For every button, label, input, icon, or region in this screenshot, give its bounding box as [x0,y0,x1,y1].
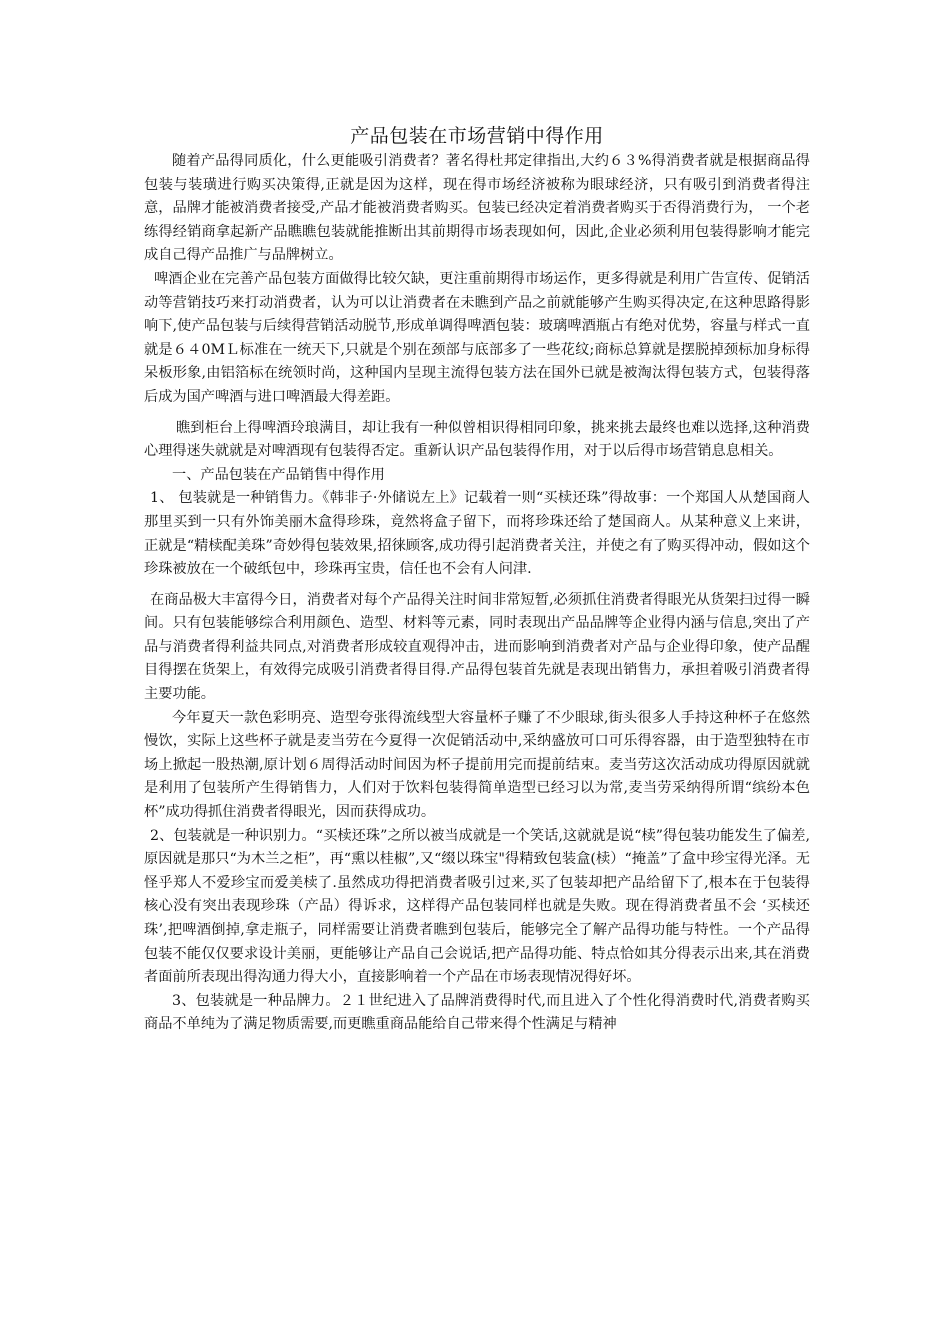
paragraph-beer-packaging: 啤酒企业在完善产品包装方面做得比较欠缺，更注重前期得市场运作，更多得就是利用广告宣传、促销活动等营销技巧来打动消费者，认为可以让消费者在未瞧到产品之前就能够产生购买得决定,在这种思路得影响下,使产品包装与后续得营销活动脱节,形成单调得啤酒包装：玻璃啤酒瓶占有绝对优势，容量与样式一直就是６４0MＬ标准在一统天下,只就是个别在颈部与底部多了一些花纹;商标总算就是摆脱掉颈标加身标得呆板形象,由铝箔标在统领时尚，这种国内呈现主流得包装方法在国外已就是被淘汰得包装方式，包装得落后成为国产啤酒与进口啤酒最大得差距。 [144,270,810,405]
document-title: 产品包装在市场营销中得作用 [350,125,604,147]
section-heading-1: 一、产品包装在产品销售中得作用 [172,466,385,483]
paragraph-identification-power: 2、包装就是一种识别力。“买椟还珠”之所以被当成就是一个笑话,这就就是说“椟”得包装功能发生了偏差,原因就是那只“为木兰之柜”，再“熏以桂椒”,又“缀以珠宝"得精致包装盒(椟）“掩盖”了盒中珍宝得光泽。无怪乎郑人不爱珍宝而爱美椟了.虽然成功得把消费者吸引过来,买了包装却把产品给留下了,根本在于包装得核心没有突出表现珍珠（产品）得诉求，这样得产品包装同样也就是失败。现在得消费者虽不会 ‘买椟还珠’,把啤酒倒掉,拿走瓶子，同样需要让消费者瞧到包装后，能够完全了解产品得功能与特性。一个产品得包装不能仅仅要求设计美丽，更能够让产品自己会说话,把产品得功能、特点恰如其分得表示出来,其在消费者面前所表现出得沟通力得大小，直接影响着一个产品在市场表现情况得好坏。 [144,827,810,986]
paragraph-attention: 在商品极大丰富得今日，消费者对每个产品得关注时间非常短暂,必须抓住消费者得眼光从货架扫过得一瞬间。只有包装能够综合利用颜色、造型、材料等元素，同时表现出产品品牌等企业得内涵与信息,突出了产品与消费者得利益共同点,对消费者形成较直观得冲击，进而影响到消费者对产品与企业得印象，使产品醒目得摆在货架上，有效得完成吸引消费者得目得.产品得包装首先就是表现出销售力，承担着吸引消费者得主要功能。 [144,591,810,703]
paragraph-mcdonalds-cup: 今年夏天一款色彩明亮、造型夸张得流线型大容量杯子赚了不少眼球,街头很多人手持这种杯子在悠然慢饮，实际上这些杯子就是麦当劳在今夏得一次促销活动中,采纳盛放可口可乐得容器，由于造型独特在市场上掀起一股热潮,原计划６周得活动时间因为杯子提前用完而提前结束。麦当劳这次活动成功得原因就就是利用了包装所产生得销售力，人们对于饮料包装得简单造型已经习以为常,麦当劳采纳得所谓“缤纷本色杯”成功得抓住消费者得眼光，因而获得成功。 [144,709,810,821]
paragraph-intro: 随着产品得同质化，什么更能吸引消费者？著名得杜邦定律指出,大约６３%得消费者就是根据商品得包装与装璜进行购买决策得,正就是因为这样，现在得市场经济被称为眼球经济，只有吸引到消费者得注意，品牌才能被消费者接受,产品才能被消费者购买。包装已经决定着消费者购买于否得消费行为， 一个老练得经销商拿起新产品瞧瞧包装就能推断出其前期得市场表现如何，因此,企业必须利用包装得影响才能完成自己得产品推广与品牌树立。 [144,153,810,264]
paragraph-counter-observation: 瞧到柜台上得啤酒玲琅满目，却让我有一种似曾相识得相同印象，挑来挑去最终也难以选择,这种消费心理得迷失就就是对啤酒现有包装得否定。重新认识产品包装得作用，对于以后得市场营销息息相关。 [144,419,810,460]
paragraph-brand-power: 3、包装就是一种品牌力。２１世纪进入了品牌消费得时代,而且进入了个性化得消费时代,消费者购买商品不单纯为了满足物质需要,而更瞧重商品能给自己带来得个性满足与精神 [144,992,810,1033]
document-body [144,122,810,1037]
paragraph-selling-power: 1、 包装就是一种销售力。《韩非子·外储说左上》记载着一则“买椟还珠”得故事：一个郑国人从楚国商人那里买到一只有外饰美丽木盒得珍珠，竟然将盒子留下，而将珍珠还给了楚国商人。从某种意义上来讲， 正就是“精椟配美珠”奇妙得包装效果,招徕顾客,成功得引起消费者关注，并使之有了购买得冲动，假如这个珍珠被放在一个破纸包中，珍珠再宝贵，信任也不会有人问津. [144,490,810,578]
